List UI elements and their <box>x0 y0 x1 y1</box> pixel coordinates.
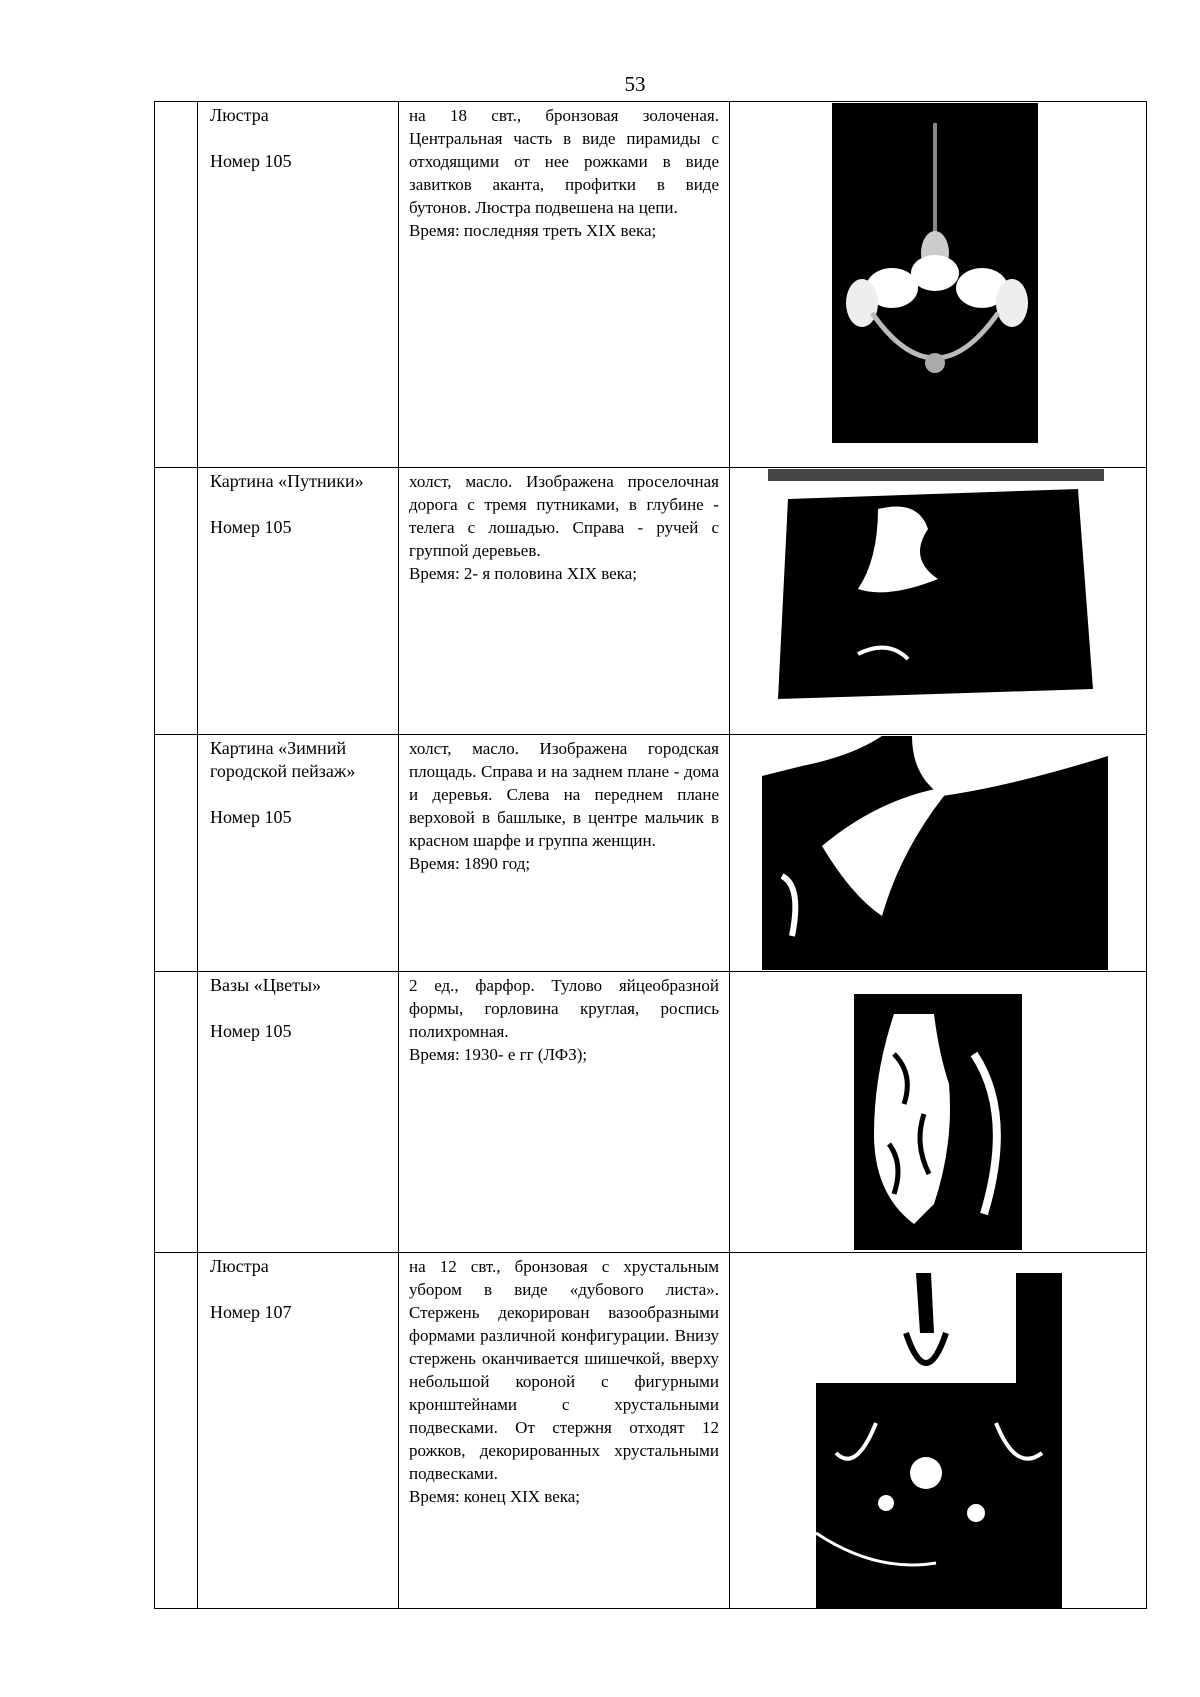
item-description-cell <box>399 1253 730 1609</box>
item-photo-cell <box>730 1253 1147 1609</box>
row-number-cell <box>155 735 198 972</box>
item-photo-cell <box>730 735 1147 972</box>
item-time: Время: 1890 год; <box>409 854 531 873</box>
item-room: Номер 105 <box>210 1021 292 1041</box>
item-description-cell <box>399 735 730 972</box>
item-description: холст, масло. Изображена городская площадь. Справа и на заднем плане - дома и деревья. Слева на переднем плане верховой в башлыке, в центре мальчик в красном шарфе и группа женщин. <box>409 739 719 850</box>
inventory-table <box>154 101 1147 1609</box>
item-photo-cell <box>730 102 1147 468</box>
chandelier-photo <box>832 103 1038 443</box>
item-name-cell <box>198 102 399 468</box>
row-number-cell <box>155 468 198 735</box>
item-name: Люстра <box>210 1256 269 1276</box>
item-description-cell <box>399 468 730 735</box>
item-time: Время: 1930- е гг (ЛФЗ); <box>409 1045 588 1064</box>
item-room: Номер 107 <box>210 1302 292 1322</box>
item-room: Номер 105 <box>210 517 292 537</box>
item-room: Номер 105 <box>210 151 292 171</box>
item-name: Картина «Путники» <box>210 471 364 491</box>
table-row <box>155 102 1147 468</box>
item-name: Люстра <box>210 105 269 125</box>
row-number-cell <box>155 972 198 1253</box>
table-row <box>155 1253 1147 1609</box>
item-name-cell <box>198 468 399 735</box>
item-description: на 12 свт., бронзовая с хрустальным убором в виде «дубового листа». Стержень декорирован вазообразными формами различной конфигурации. Внизу стержень оканчивается шишечкой, вверху небольшой короной с фигурными кронштейнами с хрустальными подвесками. От стержня отходят 12 рожков, декорированных хрустальными подвесками. <box>409 1257 719 1483</box>
item-time: Время: конец XIX века; <box>409 1487 581 1506</box>
item-name-cell <box>198 972 399 1253</box>
item-time: Время: 2- я половина XIX века; <box>409 564 637 583</box>
crystal-chandelier-photo <box>816 1273 1062 1609</box>
painting-travelers-photo <box>768 469 1104 713</box>
table-row <box>155 972 1147 1253</box>
item-name: Вазы «Цветы» <box>210 975 322 995</box>
item-photo-cell <box>730 972 1147 1253</box>
item-name-cell <box>198 1253 399 1609</box>
item-description-cell <box>399 102 730 468</box>
table-row <box>155 468 1147 735</box>
item-name-cell <box>198 735 399 972</box>
item-description-cell <box>399 972 730 1253</box>
item-time: Время: последняя треть XIX века; <box>409 221 657 240</box>
page-number: 53 <box>624 72 646 96</box>
item-description: на 18 свт., бронзовая золоченая. Центральная часть в виде пирамиды с отходящими от нее рожками в виде завитков аканта, профитки в виде бутонов. Люстра подвешена на цепи. <box>409 106 719 217</box>
vase-photo <box>854 994 1022 1250</box>
item-description: холст, масло. Изображена проселочная дорога с тремя путниками, в глубине - телега с лошадью. Справа - ручей с группой деревьев. <box>409 472 719 560</box>
row-number-cell <box>155 102 198 468</box>
row-number-cell <box>155 1253 198 1609</box>
item-name: Картина «Зимний городской пейзаж» <box>210 738 356 781</box>
painting-winter-photo <box>762 736 1108 970</box>
table-row <box>155 735 1147 972</box>
item-description: 2 ед., фарфор. Тулово яйцеобразной формы, горловина круглая, роспись полихромная. <box>409 976 719 1041</box>
item-photo-cell <box>730 468 1147 735</box>
item-room: Номер 105 <box>210 807 292 827</box>
